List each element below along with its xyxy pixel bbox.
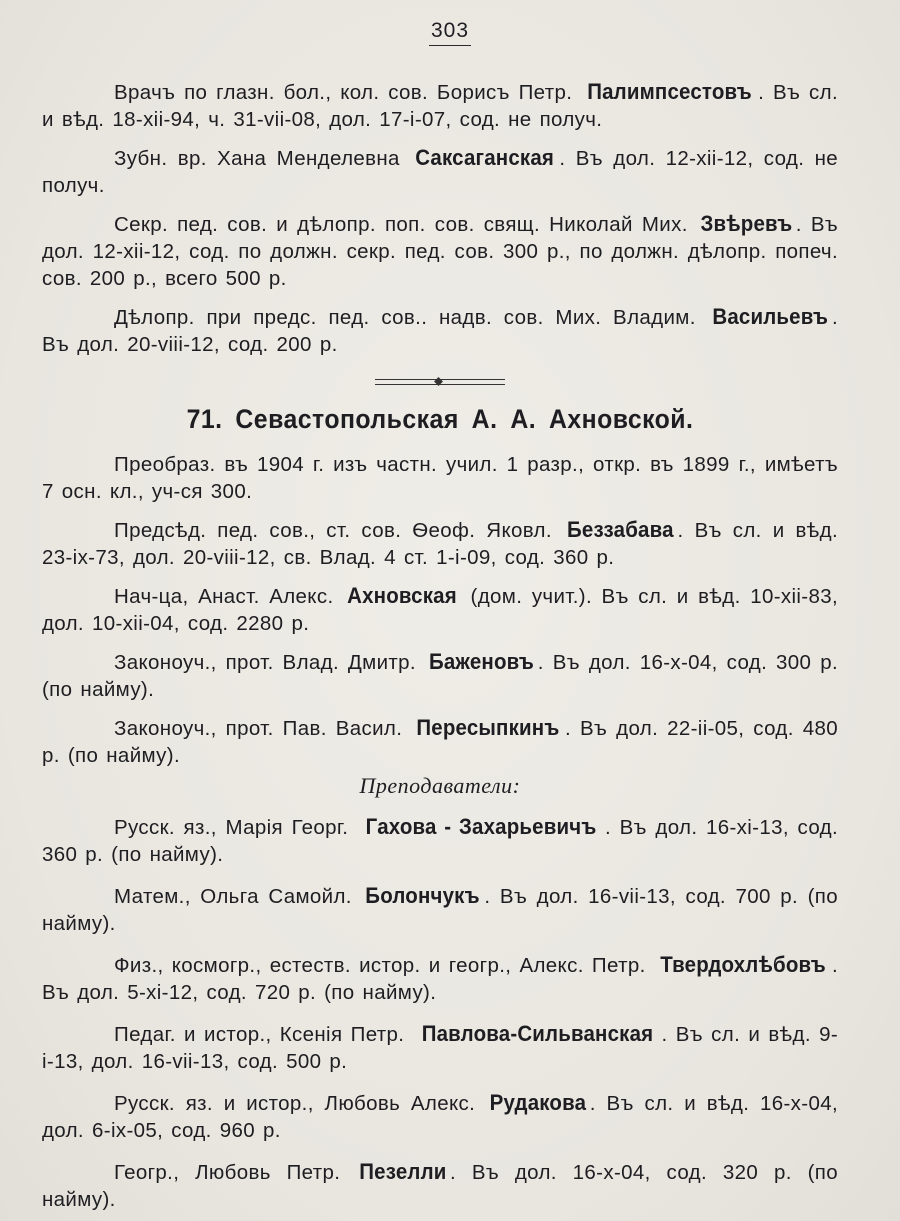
surname: Гахова - Захарьевичъ (365, 814, 597, 839)
teacher-entry: Русск. яз. и истор., Любовь Алекс. Рудакова . Въ сл. и вѣд. 16-x-04, дол. 6-ix-05, сод. 960 р. (42, 1090, 839, 1142)
page-number-text: 303 (429, 18, 471, 46)
surname: Саксаганская (415, 145, 555, 170)
staff-entry: Зубн. вр. Хана Менделевна Саксаганская . Въ дол. 12-xii-12, сод. не получ. (42, 145, 838, 197)
surname: Васильевъ (711, 304, 828, 329)
page-number (0, 18, 900, 46)
staff-entry: Дѣлопр. при предс. пед. сов.. надв. сов. Мих. Владим. Васильевъ . Въ дол. 20-viii-12, сод. 200 р. (42, 304, 838, 356)
teacher-entry: Русск. яз., Марія Георг. Гахова - Захарьевичъ . Въ дол. 16-xi-13, сод. 360 р. (по найму). (42, 814, 838, 866)
surname: Палимпсестовъ (587, 79, 752, 104)
surname: Звѣревъ (700, 211, 793, 236)
surname: Беззабава (566, 517, 674, 542)
surname: Пезелли (359, 1159, 447, 1184)
page-content (42, 78, 838, 1213)
staff-entry: Нач-ца, Анаст. Алекс. Ахновская (дом. учит.). Въ сл. и вѣд. 10-xii-83, дол. 10-xii-04, сод. 2280 р. (42, 583, 839, 635)
surname: Баженовъ (428, 649, 534, 674)
surname: Рудакова (489, 1090, 587, 1115)
staff-entry: Врачъ по глазн. бол., кол. сов. Борисъ Петр. Палимпсестовъ . Въ сл. и вѣд. 18-xii-94, ч. 31-vii-08, дол. 17-i-07, сод. не получ. (42, 79, 838, 131)
surname: Болончукъ (365, 883, 481, 908)
teachers-subheading: Преподаватели: (359, 773, 521, 798)
teacher-entry: Матем., Ольга Самойл. Болончукъ . Въ дол. 16-vii-13, сод. 700 р. (по найму). (42, 883, 838, 935)
surname: Ахновская (347, 583, 457, 608)
staff-entry: Предсѣд. пед. сов., ст. сов. Ѳеоф. Яковл. Беззабава . Въ сл. и вѣд. 23-ix-73, дол. 20-viii-12, св. Влад. 4 ст. 1-i-09, сод. 360 р. (42, 517, 838, 569)
section-title: 71. Севастопольская А. А. Ахновской. (186, 404, 694, 434)
teacher-entry: Педаг. и истор., Ксенія Петр. Павлова-Сильванская . Въ сл. и вѣд. 9-i-13, дол. 16-vii-13, сод. 500 р. (42, 1021, 838, 1073)
staff-entry: Законоуч., прот. Пав. Васил. Пересыпкинъ . Въ дол. 22-ii-05, сод. 480 р. (по найму). (42, 715, 838, 767)
ornamental-divider (375, 376, 505, 390)
staff-entry: Секр. пед. сов. и дѣлопр. поп. сов. свящ. Николай Мих. Звѣревъ . Въ дол. 12-xii-12, сод. по должн. секр. пед. сов. 300 р., по должн. дѣлопр. попеч. сов. 200 р., всего 500 р. (42, 211, 839, 290)
surname: Павлова-Сильванская (421, 1021, 653, 1046)
surname: Твердохлѣбовъ (660, 952, 826, 977)
school-info: Преобраз. въ 1904 г. изъ частн. учил. 1 разр., откр. въ 1899 г., имѣетъ 7 осн. кл., уч-ся 300. (42, 453, 838, 503)
teacher-entry: Физ., космогр., естеств. истор. и геогр., Алекс. Петр. Твердохлѣбовъ . Въ дол. 5-xi-12, сод. 720 р. (по найму). (42, 952, 838, 1004)
staff-entry: Законоуч., прот. Влад. Дмитр. Баженовъ . Въ дол. 16-x-04, сод. 300 р. (по найму). (42, 649, 838, 701)
teacher-entry: Геогр., Любовь Петр. Пезелли . Въ дол. 16-x-04, сод. 320 р. (по найму). (42, 1159, 838, 1211)
surname: Пересыпкинъ (416, 715, 560, 740)
